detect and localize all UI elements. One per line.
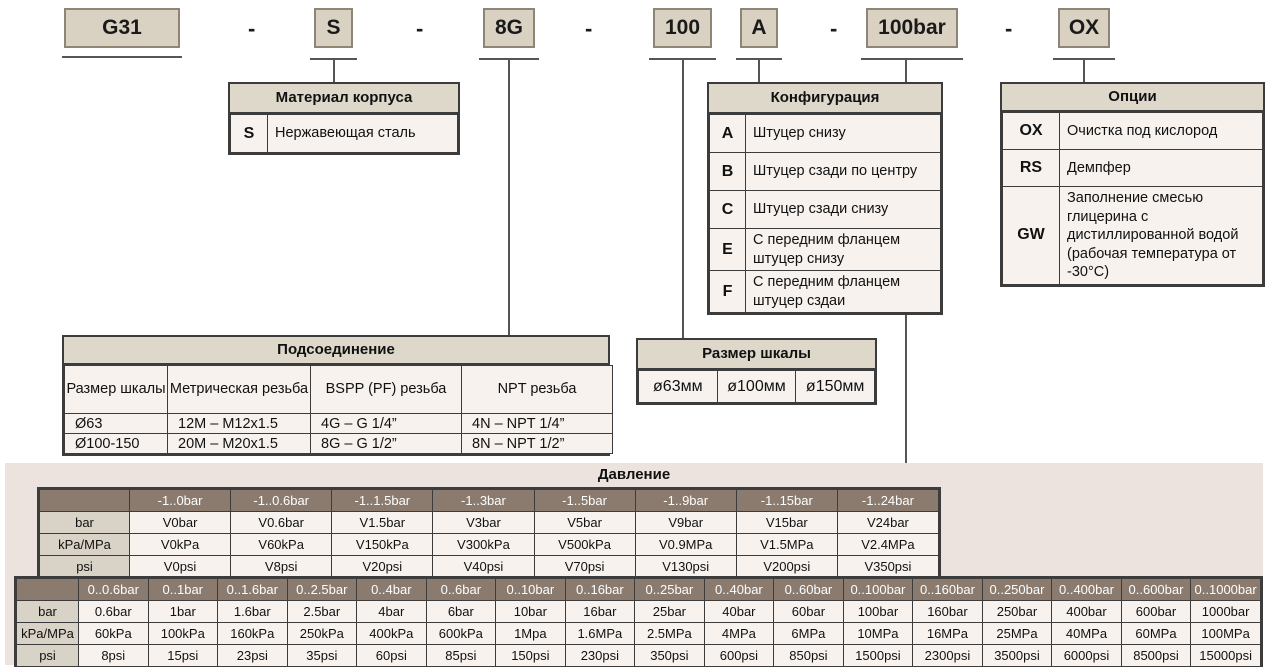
table-cell: 100bar: [843, 601, 913, 623]
unit-label: bar: [17, 601, 79, 623]
body-material-table: [228, 82, 460, 155]
table-row: [710, 191, 941, 229]
connector-line-material: [333, 58, 335, 82]
table-row: [17, 645, 1261, 667]
desc-cell: Штуцер сзади снизу: [746, 191, 941, 229]
range-header: -1..1.5bar: [332, 490, 433, 512]
table-cell: V15bar: [736, 512, 837, 534]
table-cell: V0.6bar: [231, 512, 332, 534]
table-row: [1003, 113, 1263, 150]
table-cell: 850psi: [774, 645, 844, 667]
scale-size-table: [636, 338, 877, 405]
code-range-label: 100bar: [878, 16, 946, 39]
table-cell: V0.9MPa: [635, 534, 736, 556]
column-header: Размер шкалы: [65, 366, 168, 414]
table-cell: V70psi: [534, 556, 635, 578]
range-header: 0..25bar: [635, 579, 705, 601]
code-box-scale: [653, 8, 712, 48]
header-row: [40, 490, 939, 512]
table-cell: 4G – G 1/4”: [311, 414, 462, 434]
table-cell: V0bar: [130, 512, 231, 534]
table-cell: 25bar: [635, 601, 705, 623]
table-row: [40, 556, 939, 578]
code-separator: -: [585, 16, 593, 41]
range-header: -1..5bar: [534, 490, 635, 512]
options-table: [1000, 82, 1265, 287]
code-separator: -: [248, 16, 256, 41]
table-title: Материал корпуса: [230, 84, 458, 114]
code-cell: GW: [1003, 187, 1060, 285]
code-cell: F: [710, 271, 746, 313]
table-cell: 25MPa: [982, 623, 1052, 645]
table-cell: 250kPa: [287, 623, 357, 645]
table-row: [1003, 187, 1263, 285]
table-cell: 6MPa: [774, 623, 844, 645]
code-box-connection: [483, 8, 535, 48]
table-cell: 1.6MPa: [565, 623, 635, 645]
table-cell: 35psi: [287, 645, 357, 667]
code-cell: B: [710, 153, 746, 191]
corner-cell: [17, 579, 79, 601]
table-cell: 250bar: [982, 601, 1052, 623]
table-cell: V8psi: [231, 556, 332, 578]
range-header: 0..1000bar: [1191, 579, 1261, 601]
table-cell: ø63мм: [639, 371, 718, 403]
connector-line-connection: [508, 58, 510, 335]
table-cell: 15000psi: [1191, 645, 1261, 667]
code-cell: OX: [1003, 113, 1060, 150]
code-material-label: S: [326, 16, 341, 39]
table-cell: 160bar: [913, 601, 983, 623]
table-cell: 60psi: [357, 645, 427, 667]
header-row: [17, 579, 1261, 601]
code-cell: RS: [1003, 150, 1060, 187]
range-header: 0..10bar: [496, 579, 566, 601]
table-cell: 12M – M12x1.5: [168, 414, 311, 434]
table-cell: 16bar: [565, 601, 635, 623]
table-cell: 60kPa: [79, 623, 149, 645]
code-separator: -: [416, 16, 424, 41]
table-cell: V2.4MPa: [837, 534, 938, 556]
range-header: -1..15bar: [736, 490, 837, 512]
table-cell: 4N – NPT 1/4”: [462, 414, 613, 434]
code-cell: A: [710, 115, 746, 153]
table-row: [40, 512, 939, 534]
table-cell: 350psi: [635, 645, 705, 667]
range-header: 0..400bar: [1052, 579, 1122, 601]
table-cell: V200psi: [736, 556, 837, 578]
code-box-option: [1058, 8, 1110, 48]
table-cell: 150psi: [496, 645, 566, 667]
table-cell: V5bar: [534, 512, 635, 534]
column-header: NPT резьба: [462, 366, 613, 414]
table-cell: ø150мм: [796, 371, 875, 403]
table-cell: V500kPa: [534, 534, 635, 556]
unit-label: kPa/MPa: [40, 534, 130, 556]
table-cell: V1.5MPa: [736, 534, 837, 556]
table-cell: V3bar: [433, 512, 534, 534]
code-configuration-label: A: [751, 16, 767, 39]
table-row: [1003, 150, 1263, 187]
table-cell: V150kPa: [332, 534, 433, 556]
range-header: 0..6bar: [426, 579, 496, 601]
table-cell: 60bar: [774, 601, 844, 623]
table-cell: 2300psi: [913, 645, 983, 667]
table-cell: V24bar: [837, 512, 938, 534]
code-box-material: [314, 8, 353, 48]
range-header: 0..60bar: [774, 579, 844, 601]
table-cell: Ø63: [65, 414, 168, 434]
table-cell: V0kPa: [130, 534, 231, 556]
desc-cell: Штуцер снизу: [746, 115, 941, 153]
table-cell: 600bar: [1121, 601, 1191, 623]
table-row: [639, 371, 875, 403]
connector-line-configuration: [758, 58, 760, 82]
range-header: -1..24bar: [837, 490, 938, 512]
code-option-label: OX: [1068, 16, 1100, 39]
table-cell: V350psi: [837, 556, 938, 578]
table-cell: 8G – G 1/2”: [311, 434, 462, 454]
table-cell: ø100мм: [717, 371, 796, 403]
table-cell: 4MPa: [704, 623, 774, 645]
pressure-section: [5, 463, 1263, 665]
code-separator: -: [1005, 16, 1013, 41]
range-header: 0..250bar: [982, 579, 1052, 601]
range-header: -1..0bar: [130, 490, 231, 512]
table-cell: 6bar: [426, 601, 496, 623]
table-cell: V130psi: [635, 556, 736, 578]
range-header: 0..2.5bar: [287, 579, 357, 601]
table-row: [17, 601, 1261, 623]
connector-line-scale: [682, 58, 684, 338]
table-cell: 600psi: [704, 645, 774, 667]
table-cell: 400kPa: [357, 623, 427, 645]
table-cell: 6000psi: [1052, 645, 1122, 667]
range-header: -1..9bar: [635, 490, 736, 512]
column-header: Метрическая резьба: [168, 366, 311, 414]
table-row: [40, 534, 939, 556]
code-box-range: [866, 8, 958, 48]
pressure-ranges-table: [14, 576, 1263, 667]
desc-cell: Демпфер: [1060, 150, 1263, 187]
table-cell: 23psi: [218, 645, 288, 667]
range-header: 0..1bar: [148, 579, 218, 601]
range-header: -1..0.6bar: [231, 490, 332, 512]
desc-cell: С передним фланцем штуцер сздаи: [746, 271, 941, 313]
table-cell: 8500psi: [1121, 645, 1191, 667]
code-separator: -: [830, 16, 838, 41]
table-cell: 2.5bar: [287, 601, 357, 623]
desc-cell: Заполнение смесью глицерина с дистиллированной водой (рабочая температура от -30°C): [1060, 187, 1263, 285]
table-cell: 20M – M20x1.5: [168, 434, 311, 454]
table-row: [17, 623, 1261, 645]
table-cell: 1bar: [148, 601, 218, 623]
code-scale-label: 100: [664, 16, 701, 39]
desc-cell: Нержавеющая сталь: [268, 115, 458, 153]
code-cell: C: [710, 191, 746, 229]
table-cell: 600kPa: [426, 623, 496, 645]
code-cell: E: [710, 229, 746, 271]
unit-label: psi: [40, 556, 130, 578]
connector-underline: [861, 58, 963, 60]
range-header: -1..3bar: [433, 490, 534, 512]
code-connection-label: 8G: [494, 16, 523, 39]
table-cell: 4bar: [357, 601, 427, 623]
pressure-section-title: Давление: [597, 466, 671, 483]
table-cell: 1000bar: [1191, 601, 1261, 623]
table-cell: 230psi: [565, 645, 635, 667]
table-title: Подсоединение: [64, 337, 608, 365]
table-cell: V9bar: [635, 512, 736, 534]
table-row: [710, 115, 941, 153]
range-header: 0..4bar: [357, 579, 427, 601]
table-cell: 85psi: [426, 645, 496, 667]
table-cell: 100MPa: [1191, 623, 1261, 645]
table-cell: 0.6bar: [79, 601, 149, 623]
connector-line-option: [1083, 58, 1085, 82]
header-row: [65, 366, 613, 414]
table-cell: 16MPa: [913, 623, 983, 645]
corner-cell: [40, 490, 130, 512]
table-cell: V40psi: [433, 556, 534, 578]
table-row: [710, 153, 941, 191]
table-row: [710, 271, 941, 313]
range-header: 0..1.6bar: [218, 579, 288, 601]
range-header: 0..160bar: [913, 579, 983, 601]
range-header: 0..100bar: [843, 579, 913, 601]
table-cell: 60MPa: [1121, 623, 1191, 645]
table-cell: V60kPa: [231, 534, 332, 556]
configuration-table: [707, 82, 943, 315]
column-header: BSPP (PF) резьба: [311, 366, 462, 414]
code-box-configuration: [740, 8, 778, 48]
unit-label: bar: [40, 512, 130, 534]
table-cell: 40bar: [704, 601, 774, 623]
table-cell: 400bar: [1052, 601, 1122, 623]
desc-cell: Штуцер сзади по центру: [746, 153, 941, 191]
code-box-series: [64, 8, 180, 48]
table-cell: V0psi: [130, 556, 231, 578]
table-cell: Ø100-150: [65, 434, 168, 454]
table-cell: 1.6bar: [218, 601, 288, 623]
table-title: Опции: [1002, 84, 1263, 112]
unit-label: kPa/MPa: [17, 623, 79, 645]
code-cell: S: [231, 115, 268, 153]
table-row: [710, 229, 941, 271]
code-series-label: G31: [102, 16, 142, 39]
table-cell: 100kPa: [148, 623, 218, 645]
table-cell: 1Mpa: [496, 623, 566, 645]
desc-cell: Очистка под кислород: [1060, 113, 1263, 150]
table-row: [65, 414, 613, 434]
table-cell: V1.5bar: [332, 512, 433, 534]
table-cell: 1500psi: [843, 645, 913, 667]
table-title: Размер шкалы: [638, 340, 875, 370]
table-cell: 8psi: [79, 645, 149, 667]
range-header: 0..600bar: [1121, 579, 1191, 601]
table-cell: 10bar: [496, 601, 566, 623]
range-header: 0..0.6bar: [79, 579, 149, 601]
table-row: [231, 115, 458, 153]
table-cell: 8N – NPT 1/2”: [462, 434, 613, 454]
table-cell: 3500psi: [982, 645, 1052, 667]
unit-label: psi: [17, 645, 79, 667]
desc-cell: С передним фланцем штуцер снизу: [746, 229, 941, 271]
vacuum-ranges-table: [37, 487, 941, 581]
table-cell: 15psi: [148, 645, 218, 667]
table-row: [65, 434, 613, 454]
connector-underline: [62, 56, 182, 58]
range-header: 0..40bar: [704, 579, 774, 601]
table-cell: 10MPa: [843, 623, 913, 645]
table-title: Конфигурация: [709, 84, 941, 114]
connection-table: [62, 335, 610, 456]
table-cell: 2.5MPa: [635, 623, 705, 645]
table-cell: 40MPa: [1052, 623, 1122, 645]
table-cell: V20psi: [332, 556, 433, 578]
table-cell: 160kPa: [218, 623, 288, 645]
table-cell: V300kPa: [433, 534, 534, 556]
range-header: 0..16bar: [565, 579, 635, 601]
